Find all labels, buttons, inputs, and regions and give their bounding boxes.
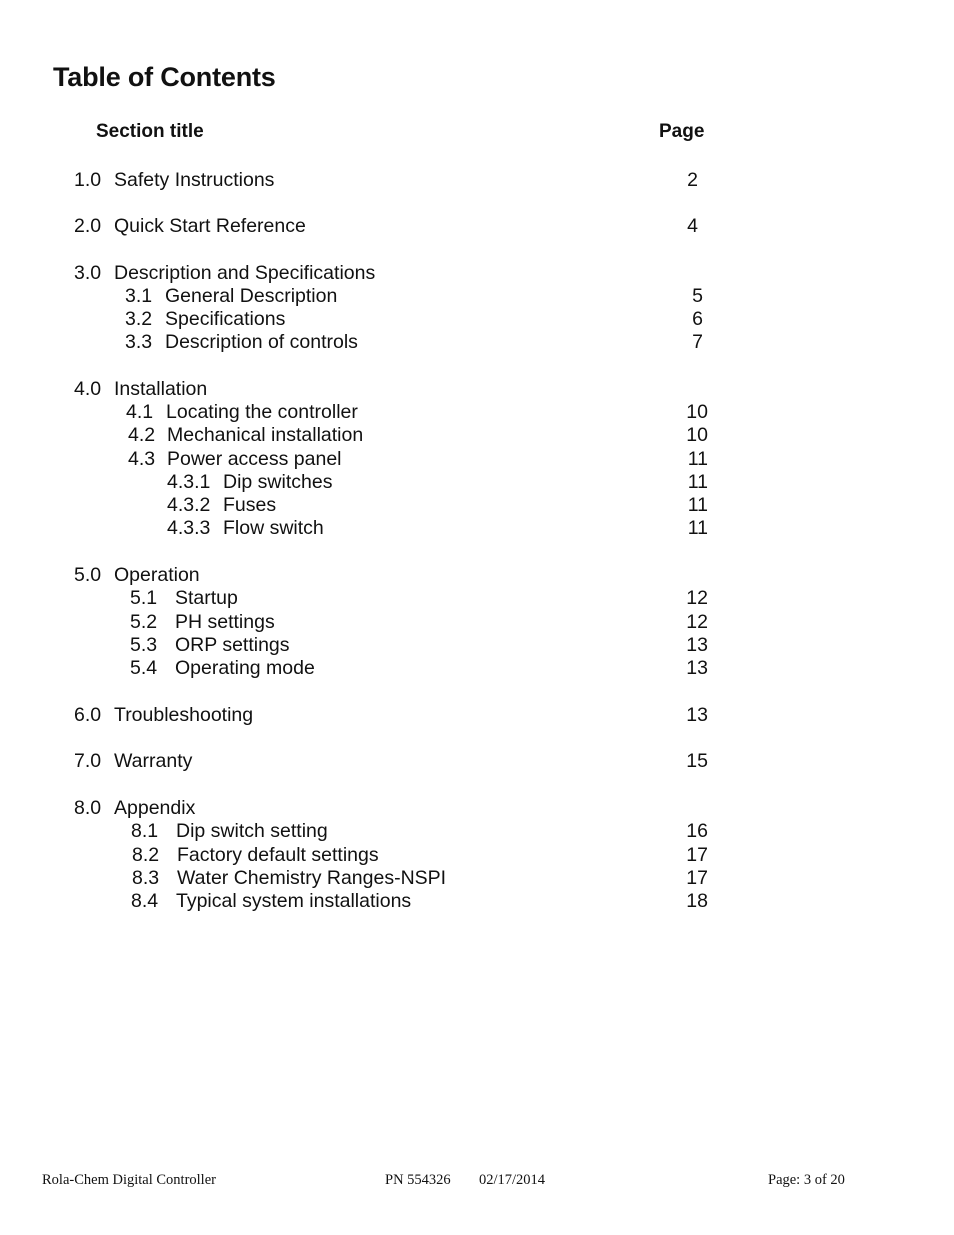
toc-entry-page: 12 [686,587,708,609]
toc-entry-title: Water Chemistry Ranges-NSPI [177,867,447,889]
toc-entry-number: 5.4 [130,657,158,679]
toc-entry-number: 3.2 [125,308,153,330]
toc-entry-5-4 [130,657,708,680]
toc-entry-7-0 [74,750,708,773]
toc-entry-number: 4.1 [126,401,154,423]
toc-entry-title: Fuses [223,494,277,516]
toc-entry-number: 4.2 [128,424,156,446]
toc-entry-title: Quick Start Reference [114,215,306,237]
toc-entry-4-3-2 [167,494,708,517]
toc-entry-2-0 [74,215,698,238]
toc-entry-number: 4.3.1 [167,471,211,493]
page-title: Table of Contents [53,62,276,92]
toc-entry-5-3 [130,634,708,657]
toc-entry-page: 16 [686,820,708,842]
page-column-header: Page [659,121,705,142]
toc-entry-title: Dip switch setting [176,820,328,842]
toc-entry-number: 8.1 [131,820,159,842]
section-title-header: Section title [96,121,204,142]
toc-entry-title: Operation [114,564,200,586]
toc-entry-3-3 [125,331,703,354]
toc-entry-page: 15 [686,750,708,772]
toc-entry-page: 17 [686,867,708,889]
toc-entry-number: 5.2 [130,611,158,633]
toc-entry-number: 4.3 [128,448,156,470]
toc-entry-title: Locating the controller [166,401,358,423]
toc-entry-4-2 [128,424,708,447]
toc-entry-number: 6.0 [74,704,102,726]
toc-entry-number: 4.3.2 [167,494,211,516]
toc-entry-8-3 [132,867,708,890]
toc-entry-4-3-3 [167,517,708,540]
toc-entry-title: Appendix [114,797,196,819]
footer-page-info: Page: 3 of 20 [768,1172,845,1188]
toc-entry-4-1 [126,401,708,424]
toc-entry-8-4 [131,890,708,913]
toc-entry-5-1 [130,587,708,610]
toc-entry-number: 4.3.3 [167,517,211,539]
toc-entry-number: 8.3 [132,867,160,889]
toc-entry-title: Troubleshooting [114,704,254,726]
toc-entry-title: General Description [165,285,338,307]
toc-entry-page: 11 [687,494,708,516]
toc-entry-4-0 [74,378,698,401]
toc-entry-title: Flow switch [223,517,324,539]
toc-entry-number: 2.0 [74,215,102,237]
toc-entry-3-1 [125,285,703,308]
toc-entry-4-3-1 [167,471,708,494]
toc-entry-3-2 [125,308,703,331]
toc-entry-title: Startup [175,587,238,609]
toc-entry-number: 8.4 [131,890,159,912]
toc-entry-number: 4.0 [74,378,102,400]
toc-entry-page: 6 [692,308,703,330]
toc-entry-page: 13 [686,704,708,726]
toc-entry-number: 1.0 [74,169,102,191]
toc-entry-8-1 [131,820,708,843]
toc-entry-page: 13 [686,657,708,679]
toc-entry-number: 3.1 [125,285,153,307]
toc-entry-title: Warranty [114,750,193,772]
footer-document-name: Rola-Chem Digital Controller [42,1172,216,1188]
footer-date: 02/17/2014 [479,1172,546,1188]
toc-entry-4-3 [128,448,708,471]
toc-entry-number: 5.3 [130,634,158,656]
toc-entry-8-2 [132,844,708,867]
toc-entry-page: 4 [687,215,698,237]
toc-entry-title: PH settings [175,611,275,633]
toc-entry-title: Safety Instructions [114,169,275,191]
toc-entry-number: 5.1 [130,587,158,609]
toc-entry-page: 10 [686,401,708,423]
toc-entry-page: 12 [686,611,708,633]
toc-entry-3-0 [74,262,698,285]
toc-entry-5-0 [74,564,698,587]
toc-entry-5-2 [130,611,708,634]
toc-entry-page: 18 [686,890,708,912]
toc-entry-page: 13 [686,634,708,656]
toc-entry-number: 8.0 [74,797,102,819]
toc-entry-title: Dip switches [223,471,333,493]
toc-entry-title: ORP settings [175,634,290,656]
toc-entry-title: Typical system installations [176,890,412,912]
toc-entry-number: 5.0 [74,564,102,586]
toc-entry-1-0 [74,169,698,192]
toc-entry-page: 11 [687,448,708,470]
toc-entry-page: 10 [686,424,708,446]
toc-entry-title: Factory default settings [177,844,379,866]
toc-entry-6-0 [74,704,708,727]
toc-entry-page: 11 [687,471,708,493]
toc-entry-number: 7.0 [74,750,102,772]
toc-entry-page: 11 [687,517,708,539]
toc-entry-number: 3.0 [74,262,102,284]
toc-entry-title: Specifications [165,308,286,330]
toc-entry-title: Mechanical installation [167,424,364,446]
footer-part-number: PN 554326 [385,1172,451,1188]
toc-entry-8-0 [74,797,708,820]
toc-entry-page: 7 [692,331,703,353]
toc-entry-page: 5 [692,285,703,307]
toc-entry-title: Installation [114,378,208,400]
toc-entry-number: 8.2 [132,844,160,866]
toc-entry-number: 3.3 [125,331,153,353]
toc-entry-title: Description of controls [165,331,358,353]
toc-entry-title: Description and Specifications [114,262,376,284]
toc-entry-title: Power access panel [167,448,342,470]
toc-entry-page: 17 [686,844,708,866]
toc-entry-page: 2 [687,169,698,191]
toc-entry-title: Operating mode [175,657,315,679]
